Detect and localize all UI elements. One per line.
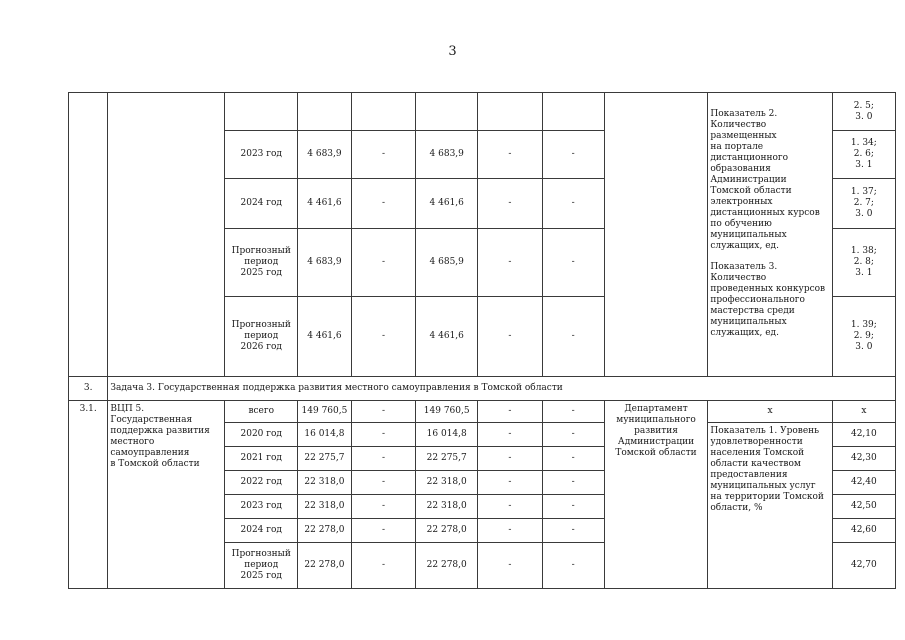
value-cell: - <box>351 229 415 297</box>
task-number: 3. <box>69 377 108 401</box>
page-number: 3 <box>448 44 457 59</box>
period-cell: всего <box>225 401 298 423</box>
indicator-1-text: Показатель 1. Уровень удовлетворенности населения Томской области качеством предоставления муниципальных услуг на территории Томской области, % <box>708 423 832 589</box>
total-cell: 22 278,0 <box>298 519 352 543</box>
value-cell <box>478 93 542 131</box>
target-value-cell: х <box>832 401 895 423</box>
value-cell: - <box>542 471 604 495</box>
value-cell: - <box>478 519 542 543</box>
value-cell <box>416 93 478 131</box>
value-cell: - <box>351 423 415 447</box>
target-value-cell: 2. 5; 3. 0 <box>832 93 895 131</box>
target-value-cell: 42,60 <box>832 519 895 543</box>
department-cell: Департамент муниципального развития Администрации Томской области <box>604 401 708 589</box>
value-cell <box>542 93 604 131</box>
period-cell: 2022 год <box>225 471 298 495</box>
value-cell: - <box>542 131 604 179</box>
task-title: Задача 3. Государственная поддержка развития местного самоуправления в Томской области <box>108 377 896 401</box>
period-cell: 2023 год <box>225 131 298 179</box>
total-cell <box>298 93 352 131</box>
total-cell: 22 318,0 <box>298 471 352 495</box>
total-cell: 4 683,9 <box>298 131 352 179</box>
value-cell: - <box>351 471 415 495</box>
value-cell: - <box>478 447 542 471</box>
value-cell: - <box>351 179 415 229</box>
value-cell: - <box>351 131 415 179</box>
value-cell: - <box>542 423 604 447</box>
total-cell: 4 683,9 <box>298 229 352 297</box>
total-cell: 22 278,0 <box>298 543 352 589</box>
vcp-number: 3.1. <box>69 401 108 589</box>
value-cell: - <box>478 131 542 179</box>
period-cell: 2024 год <box>225 519 298 543</box>
program-table <box>68 92 896 589</box>
target-value-cell: 42,30 <box>832 447 895 471</box>
value-cell: - <box>351 401 415 423</box>
value-cell: 4 461,6 <box>416 297 478 377</box>
target-value-cell: 1. 39; 2. 9; 3. 0 <box>832 297 895 377</box>
value-cell: - <box>351 519 415 543</box>
period-cell: Прогнозный период 2026 год <box>225 297 298 377</box>
indicator-cell <box>708 93 832 377</box>
target-value-cell: 1. 34; 2. 6; 3. 1 <box>832 131 895 179</box>
period-cell <box>225 93 298 131</box>
value-cell: 22 318,0 <box>416 495 478 519</box>
value-cell: - <box>478 179 542 229</box>
indicator-x-cell: х <box>708 401 832 423</box>
indicator-3-text: Показатель 3. Количество проведенных конкурсов профессионального мастерства среди муниципальных служащих, ед. <box>710 262 826 338</box>
target-value-cell: 42,40 <box>832 471 895 495</box>
target-value-cell: 42,10 <box>832 423 895 447</box>
period-cell: 2021 год <box>225 447 298 471</box>
department-cell-continued <box>604 93 708 377</box>
table-row <box>69 93 896 131</box>
value-cell: 22 278,0 <box>416 519 478 543</box>
value-cell: - <box>542 401 604 423</box>
value-cell: 22 318,0 <box>416 471 478 495</box>
total-cell: 4 461,6 <box>298 297 352 377</box>
value-cell: - <box>351 495 415 519</box>
value-cell: - <box>542 447 604 471</box>
value-cell: - <box>478 423 542 447</box>
target-value-cell: 1. 37; 2. 7; 3. 0 <box>832 179 895 229</box>
value-cell: - <box>351 543 415 589</box>
value-cell: - <box>478 495 542 519</box>
value-cell: 22 278,0 <box>416 543 478 589</box>
value-cell: 16 014,8 <box>416 423 478 447</box>
period-cell: 2020 год <box>225 423 298 447</box>
value-cell: 4 683,9 <box>416 131 478 179</box>
value-cell: 4 685,9 <box>416 229 478 297</box>
value-cell: - <box>542 495 604 519</box>
target-value-cell: 42,70 <box>832 543 895 589</box>
target-value-cell: 1. 38; 2. 8; 3. 1 <box>832 229 895 297</box>
period-cell: 2024 год <box>225 179 298 229</box>
value-cell: 22 275,7 <box>416 447 478 471</box>
value-cell: - <box>542 543 604 589</box>
value-cell: - <box>542 297 604 377</box>
cell-num-continued <box>69 93 108 377</box>
value-cell: - <box>351 447 415 471</box>
value-cell: - <box>478 543 542 589</box>
total-cell: 16 014,8 <box>298 423 352 447</box>
value-cell <box>351 93 415 131</box>
target-value-cell: 42,50 <box>832 495 895 519</box>
value-cell: - <box>478 401 542 423</box>
value-cell: - <box>542 179 604 229</box>
value-cell: - <box>351 297 415 377</box>
vcp-name: ВЦП 5. Государственная поддержка развития местного самоуправления в Томской области <box>108 401 225 589</box>
value-cell: - <box>478 297 542 377</box>
period-cell: Прогнозный период 2025 год <box>225 229 298 297</box>
cell-name-continued <box>108 93 225 377</box>
period-cell: Прогнозный период 2025 год <box>225 543 298 589</box>
total-cell: 4 461,6 <box>298 179 352 229</box>
value-cell: 4 461,6 <box>416 179 478 229</box>
task-row <box>69 377 896 401</box>
total-cell: 22 318,0 <box>298 495 352 519</box>
value-cell: 149 760,5 <box>416 401 478 423</box>
table-row <box>69 401 896 423</box>
total-cell: 22 275,7 <box>298 447 352 471</box>
value-cell: - <box>542 229 604 297</box>
value-cell: - <box>478 471 542 495</box>
total-cell: 149 760,5 <box>298 401 352 423</box>
period-cell: 2023 год <box>225 495 298 519</box>
value-cell: - <box>478 229 542 297</box>
indicator-2-text: Показатель 2. Количество размещенных на портале дистанционного образования Администрации Томской области электронных дистанционных курсов по обучению муниципальных служащих, ед. <box>710 109 820 251</box>
value-cell: - <box>542 519 604 543</box>
